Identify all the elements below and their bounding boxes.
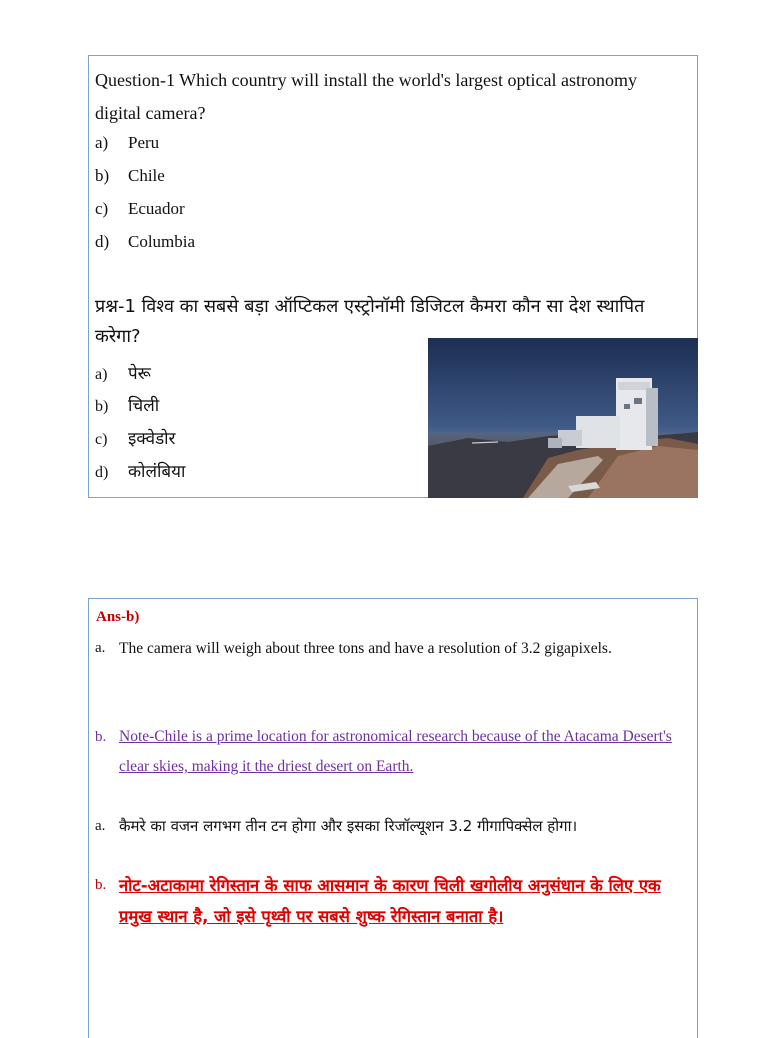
option-d-english: d) Columbia xyxy=(95,232,196,251)
observatory-photo xyxy=(428,338,698,498)
answer-note-hindi: b. नोट-अटाकामा रेगिस्तान के साफ आसमान के कारण चिली खगोलीय अनुसंधान के लिए एक प्रमुख स्थान है, जो इसे पृथ्वी पर सबसे शुष्क रेगिस्तान बनाता है। xyxy=(95,876,661,926)
answer-label: Ans-b) xyxy=(96,609,140,625)
option-a-english: a) Peru xyxy=(95,133,160,152)
answer-item-hindi: a. कैमरे का वजन लगभग तीन टन होगा और इसका रिजॉल्यूशन 3.2 गीगापिक्सेल होगा। xyxy=(95,817,578,835)
question-title-hindi: प्रश्न-1 विश्व का सबसे बड़ा ऑप्टिकल एस्ट्रोनॉमी डिजिटल कैमरा कौन सा देश स्थापित करेगा? xyxy=(95,296,645,347)
answer-item-1: a. The camera will weigh about three tons and have a resolution of 3.2 gigapixels. xyxy=(95,640,612,657)
option-b-hindi: b) चिली xyxy=(95,396,160,416)
option-d-hindi: d) कोलंबिया xyxy=(95,462,186,482)
option-c-english: c) Ecuador xyxy=(95,199,185,218)
option-b-english: b) Chile xyxy=(95,166,165,185)
question-title-english: Question-1 Which country will install the world's largest optical astronomy digital camera? xyxy=(95,70,637,123)
question-box xyxy=(88,55,698,498)
option-c-hindi: c) इक्वेडोर xyxy=(95,429,176,449)
option-a-hindi: a) पेरू xyxy=(95,364,151,384)
answer-box xyxy=(88,598,698,1038)
answer-note-english: b. Note-Chile is a prime location for astronomical research because of the Atacama Desert's clear skies, making it the driest desert on Earth. xyxy=(95,728,672,775)
